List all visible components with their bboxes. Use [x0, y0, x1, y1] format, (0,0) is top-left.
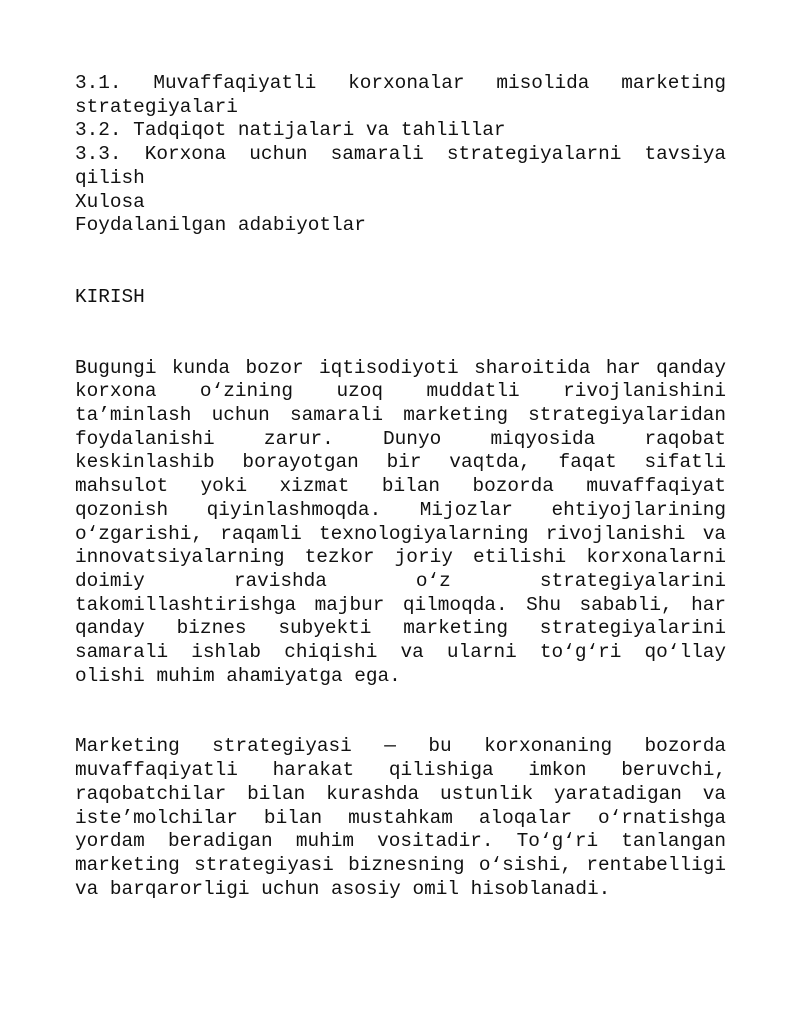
toc-item-3-3: 3.3. Korxona uchun samarali strategiyalarni tavsiya qilish	[75, 143, 726, 189]
intro-paragraph-1: Bugungi kunda bozor iqtisodiyoti sharoitida har qanday korxona o‘zining uzoq muddatli rivojlanishini ta’minlash uchun samarali marketing strategiyalaridan foydalanishi zarur. Dunyo miqyosida raqobat keskinlashib borayotgan bir vaqtda, faqat sifatli mahsulot yoki xizmat bilan bozorda muvaffaqiyat qozonish qiyinlashmoqda. Mijozlar ehtiyojlarining o‘zgarishi, raqamli texnologiyalarning rivojlanishi va innovatsiyalarning tezkor joriy etilishi korxonalarni doimiy ravishda o‘z strategiyalarini takomillashtirishga majbur qilmoqda. Shu sababli, har qanday biznes subyekti marketing strategiyalarini samarali ishlab chiqishi va ularni to‘g‘ri qo‘llay olishi muhim ahamiyatga ega.	[75, 356, 726, 687]
toc-item-3-2: 3.2. Tadqiqot natijalari va tahlillar	[75, 119, 506, 142]
intro-paragraph-2: Marketing strategiyasi — bu korxonaning bozorda muvaffaqiyatli harakat qilishiga imkon beruvchi, raqobatchilar bilan kurashda ustunlik yaratadigan va iste’molchilar bilan mustahkam aloqalar o‘rnatishga yordam beradigan muhim vositadir. To‘g‘ri tanlangan marketing strategiyasi biznesning o‘sishi, rentabelligi va barqarorligi uchun asosiy omil hisoblanadi.	[75, 735, 726, 900]
document-page	[75, 72, 726, 901]
section-heading: KIRISH	[75, 285, 145, 308]
toc-item-3-1: 3.1. Muvaffaqiyatli korxonalar misolida marketing strategiyalari	[75, 72, 726, 118]
toc-item-conclusion: Xulosa	[75, 190, 145, 213]
toc-item-references: Foydalanilgan adabiyotlar	[75, 214, 366, 237]
